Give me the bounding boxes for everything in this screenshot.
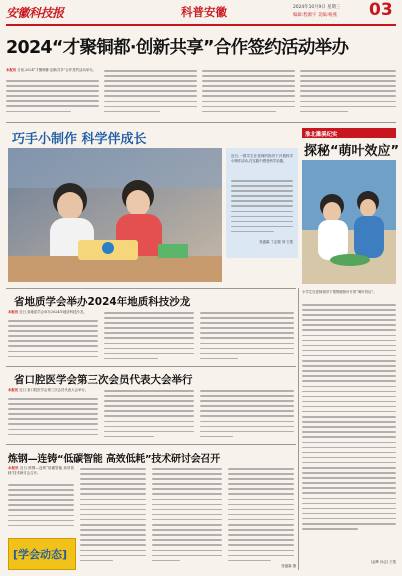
- lead-headline: 2024“才聚铜都·创新共享”合作签约活动举办: [6, 38, 349, 58]
- article-3-lead: [8, 466, 74, 482]
- side-photo-image: [302, 160, 396, 284]
- side-credit: (金辉 孙志) 王报: [370, 560, 396, 564]
- article-2-headline: 省口腔医学会第三次会员代表大会举行: [14, 374, 193, 386]
- feature-caption-box: [226, 148, 298, 258]
- feature-credit: 张盛霖 丁志强 刘·王报: [259, 240, 293, 244]
- article-2-col-2: [104, 390, 194, 442]
- side-kicker-bar: [302, 128, 396, 138]
- feature-caption: 近日,一群学生在老师的指导下开展科学小制作活动,在实践中感受科学乐趣。: [231, 154, 293, 164]
- article-1-col-3: [200, 312, 294, 364]
- article-2-byline: 本报讯: [8, 388, 19, 392]
- feature-title: 巧手小制作 科学伴成长: [12, 132, 147, 147]
- page-number: 03: [369, 0, 393, 20]
- section-rule-2: [6, 288, 296, 289]
- article-3-snippet: 近日,炼钢—连铸“低碳智能 高效低耗”技术研讨会召开。: [8, 466, 74, 476]
- article-1-byline: 本报讯: [8, 310, 19, 314]
- science-box: [8, 538, 76, 570]
- article-1-col-2: [104, 312, 194, 364]
- feature-photo-image: [8, 148, 222, 282]
- lead-body-col-4: [300, 70, 396, 120]
- column-divider: [298, 288, 299, 570]
- side-title: 探秘“萌叶效应”: [304, 144, 400, 159]
- article-2-lead: [8, 388, 98, 396]
- article-1-snippet: 近日,省地质学会举办2024年地质科技沙龙。: [19, 310, 87, 314]
- article-2-col-1: [8, 398, 98, 442]
- article-3-col-3: [152, 468, 222, 566]
- article-2-col-3: [200, 390, 294, 442]
- article-2-snippet: 近日,省口腔医学会第三次会员代表大会举行。: [19, 388, 89, 392]
- article-3-col-1: [8, 484, 74, 532]
- side-body-lines: [302, 304, 396, 544]
- logo: 安徽科技报: [6, 6, 64, 20]
- editor-line: 编辑:程源宇 美编:杨燕: [293, 13, 337, 18]
- photo-credit: 张盛霖 摄: [281, 564, 296, 568]
- lead-body-col-1-lines: [6, 80, 99, 120]
- section-title: 科普安徽: [181, 5, 227, 19]
- science-box-label: [学会动态]: [13, 548, 68, 561]
- date-line: 2024年10月9日 星期三: [293, 5, 341, 10]
- feature-photo: [8, 148, 222, 282]
- lead-body-col-2: [104, 70, 197, 120]
- lead-byline: 本报讯: [6, 68, 17, 72]
- section-rule-1: [6, 122, 396, 123]
- side-caption: 小学生在老师指导下观察植物叶片的“萌叶效应”。: [302, 290, 377, 294]
- lead-snippet: 日前,2024“才聚铜都·创新共享”合作签约活动举办。: [17, 68, 96, 72]
- article-3-col-2: [80, 468, 146, 566]
- feature-caption-lines: [231, 180, 293, 238]
- section-rule-4: [6, 444, 296, 445]
- article-1-headline: 省地质学会举办2024年地质科技沙龙: [14, 296, 191, 308]
- section-rule-3: [6, 366, 296, 367]
- article-3-byline: 本报讯: [8, 466, 19, 470]
- masthead-rule: [6, 24, 396, 26]
- article-1-lead: [8, 310, 98, 318]
- side-kicker: 淮北濉溪纪实: [305, 131, 338, 138]
- side-photo: [302, 160, 396, 284]
- article-1-col-1: [8, 320, 98, 364]
- article-3-col-4: [228, 468, 294, 566]
- article-3-headline: 炼钢—连铸“低碳智能 高效低耗”技术研讨会召开: [8, 454, 221, 465]
- lead-body-col-3: [202, 70, 295, 120]
